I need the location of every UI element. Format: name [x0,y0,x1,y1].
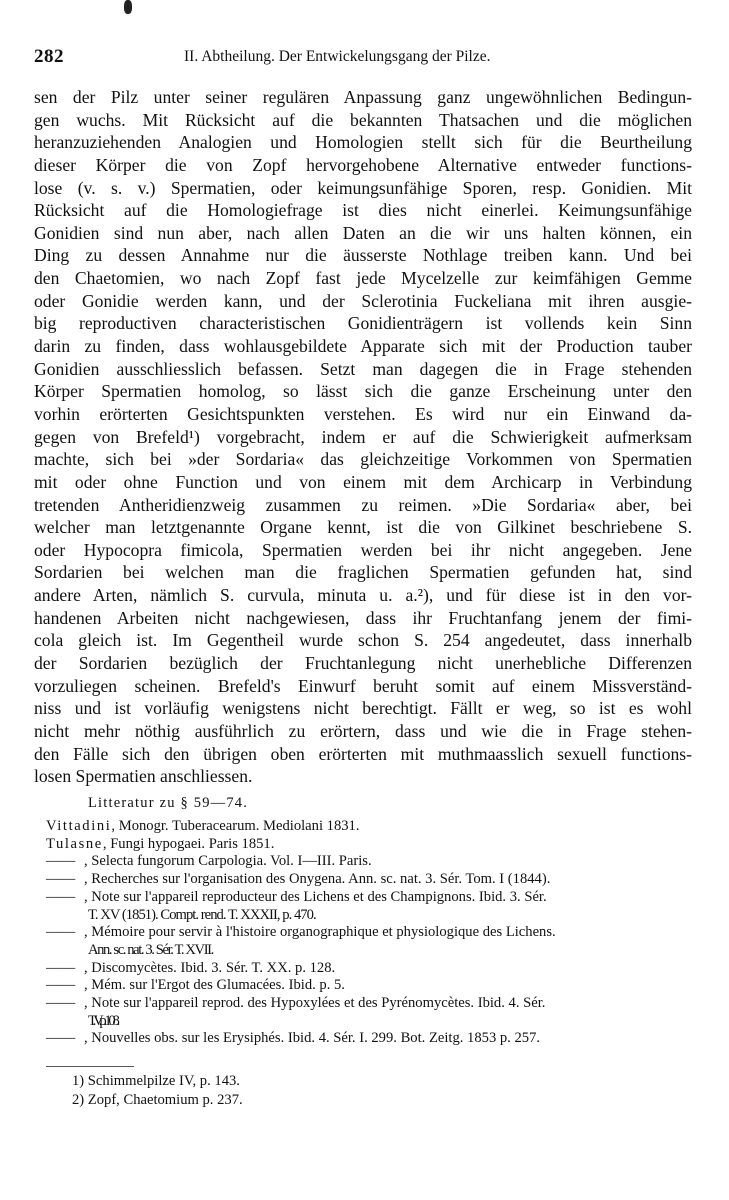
body-line: Sordarien bei welchen man die fraglichen Spermatien gefunden hat, sind [34,562,692,583]
footnote: 2) Zopf, Chaetomium p. 237. [72,1091,243,1108]
footnote-rule [46,1066,134,1067]
bibliography-entry [46,853,696,871]
bibliography-line [46,871,696,889]
body-paragraph [34,86,692,788]
ditto-dash: —— [46,853,76,870]
body-line: niss und ist vorläufig wenigstens nicht berechtigt. Fällt er weg, so ist es wohl [34,698,692,719]
bibliography-text: , Mém. sur l'Ergot des Glumacées. Ibid. p. 5. [84,977,345,994]
ditto-dash: —— [46,1030,76,1047]
body-line: gegen von Brefeld¹) vorgebracht, indem er auf die Schwierigkeit aufmerksam [34,426,692,447]
bibliography-line [46,1030,696,1048]
body-line: losen Spermatien anschliessen. [34,766,253,787]
bibliography-line [46,995,696,1013]
bibliography-line [46,853,696,871]
bibliography-line [46,889,696,907]
body-line: der Sordarien bezüglich der Fruchtanlegung nicht unerhebliche Differenzen [34,653,692,674]
bibliography-author: Vittadini [46,818,112,834]
body-line: vorzuliegen scheinen. Brefeld's Einwurf beruht somit auf einem Missverständ- [34,675,692,696]
bibliography-line [46,907,696,925]
footnotes [72,1072,243,1109]
bibliography-entry [46,889,696,924]
ink-speck [124,0,132,14]
body-line: mit oder ohne Function und von einem mit dem Archicarp in Verbindung [34,471,692,492]
body-line: welcher man letztgenannte Organe kennt, ist die von Gilkinet beschriebene S. [34,517,692,538]
body-line: darin zu finden, dass wohlausgebildete Apparate sich mit der Production tauber [34,336,692,357]
bibliography-text: , Recherches sur l'organisation des Onygena. Ann. sc. nat. 3. Sér. Tom. I (1844). [84,871,551,888]
bibliography-line [46,924,696,942]
body-line: sen der Pilz unter seiner regulären Anpassung ganz ungewöhnlichen Bedingun- [34,87,692,107]
body-line: Ding zu dessen Annahme nur die äusserste Nothlage treiben kann. Und bei [34,245,692,266]
bibliography-entry [46,960,696,978]
bibliography-text: T. V. p. 108. [88,1012,117,1029]
bibliography-text: , Selecta fungorum Carpologia. Vol. I—III. Paris. [84,853,372,870]
body-line: Gonidien sind nun aber, nach allen Daten an die wir uns halten können, ein [34,222,692,243]
body-line: Körper Spermatien homolog, so lässt sich die ganze Erscheinung unter den [34,381,692,402]
bibliography-text: , Fungi hypogaei. Paris 1851. [102,835,275,852]
body-line: dieser Körper die von Zopf hervorgehobene Alternative entweder functions- [34,154,692,175]
bibliography-entry [46,1030,696,1048]
body-line: cola gleich ist. Im Gegentheil wurde schon S. 254 angedeutet, dass innerhalb [34,630,692,651]
bibliography-line [46,836,696,854]
footnote: 1) Schimmelpilze IV, p. 143. [72,1073,240,1089]
bibliography-text: , Note sur l'appareil reproducteur des Lichens et des Champignons. Ibid. 3. Sér. [84,888,547,905]
bibliography-line [46,960,696,978]
body-line: tretenden Antheridienzweig zusammen zu reimen. »Die Sordaria« aber, bei [34,494,692,515]
body-line: lose (v. s. v.) Spermatien, oder keimungsunfähige Sporen, resp. Gonidien. Mit [34,177,692,198]
body-line: den Chaetomien, wo nach Zopf fast jede Mycelzelle zur keimfähigen Gemme [34,268,692,289]
body-line: big reproductiven characteristischen Gonidienträgern ist vollends kein Sinn [34,313,692,334]
ditto-dash: —— [46,995,76,1012]
body-line: handenen Arbeiten nicht nachgewiesen, dass ihr Fruchtanfang jenem der fimi- [34,607,692,628]
body-line: andere Arten, nämlich S. curvula, minuta u. a.²), und für diese ist in den vor- [34,585,692,606]
bibliography-text: Ann. sc. nat. 3. Sér. T. XVII. [88,941,213,958]
literature-heading: Litteratur zu § 59—74. [88,795,249,811]
bibliography-text: , Note sur l'appareil reprod. des Hypoxylées et des Pyrénomycètes. Ibid. 4. Sér. [84,995,546,1012]
bibliography-text: , Discomycètes. Ibid. 3. Sér. T. XX. p. 128. [84,959,336,976]
bibliography-entry [46,995,696,1030]
ditto-dash: —— [46,959,76,976]
bibliography-author: Tulasne [46,835,103,852]
bibliography-line [46,977,696,995]
ditto-dash: —— [46,977,76,994]
bibliography-entry [46,836,696,854]
bibliography-line [46,942,696,960]
body-line: Gonidien ausschliesslich befassen. Setzt man dagegen die in Frage stehenden [34,358,692,379]
bibliography-text: , Nouvelles obs. sur les Erysiphés. Ibid. 4. Sér. I. 299. Bot. Zeitg. 1853 p. 257. [84,1030,541,1047]
body-line: den Fälle sich den übrigen oben erörterten mit muthmaasslich sexuell functions- [34,743,692,764]
body-line: oder Gonidie werden kann, und der Sclerotinia Fuckeliana mit ihren ausgie- [34,290,692,311]
bibliography-entry [46,818,696,836]
bibliography-line [46,1013,696,1031]
bibliography-entry [46,977,696,995]
bibliography-list [46,818,696,1048]
bibliography-text: , Mémoire pour servir à l'histoire organographique et physiologique des Lichens. [84,924,556,941]
bibliography-entry [46,924,696,959]
bibliography-text: T. XV (1851). Compt. rend. T. XXXII, p. 470. [88,906,316,923]
page-header [34,46,694,74]
body-line: vorhin erörterten Gesichtspunkten verstehen. Es wird nur ein Einwand da- [34,403,692,424]
body-line: gen wuchs. Mit Rücksicht auf die bekannten Thatsachen und die möglichen [34,109,692,130]
body-line: oder Hypocopra fimicola, Spermatien werden bei ihr nicht angegeben. Jene [34,539,692,560]
running-head: II. Abtheilung. Der Entwickelungsgang der Pilze. [184,48,491,65]
body-line: nicht mehr nöthig ausführlich zu erörtern, dass und wie die in Frage stehen- [34,720,692,741]
body-line: machte, sich bei »der Sordaria« das gleichzeitige Vorkommen von Spermatien [34,449,692,470]
bibliography-text: , Monogr. Tuberacearum. Mediolani 1831. [111,818,360,834]
ditto-dash: —— [46,871,76,888]
page-number: 282 [34,46,64,67]
ditto-dash: —— [46,888,76,905]
body-line: Rücksicht auf die Homologiefrage ist dies nicht einerlei. Keimungsunfähige [34,200,692,221]
bibliography-entry [46,871,696,889]
ditto-dash: —— [46,924,76,941]
bibliography-line [46,818,696,836]
body-line: heranzuziehenden Analogien und Homologien stellt sich für die Beurtheilung [34,132,692,153]
